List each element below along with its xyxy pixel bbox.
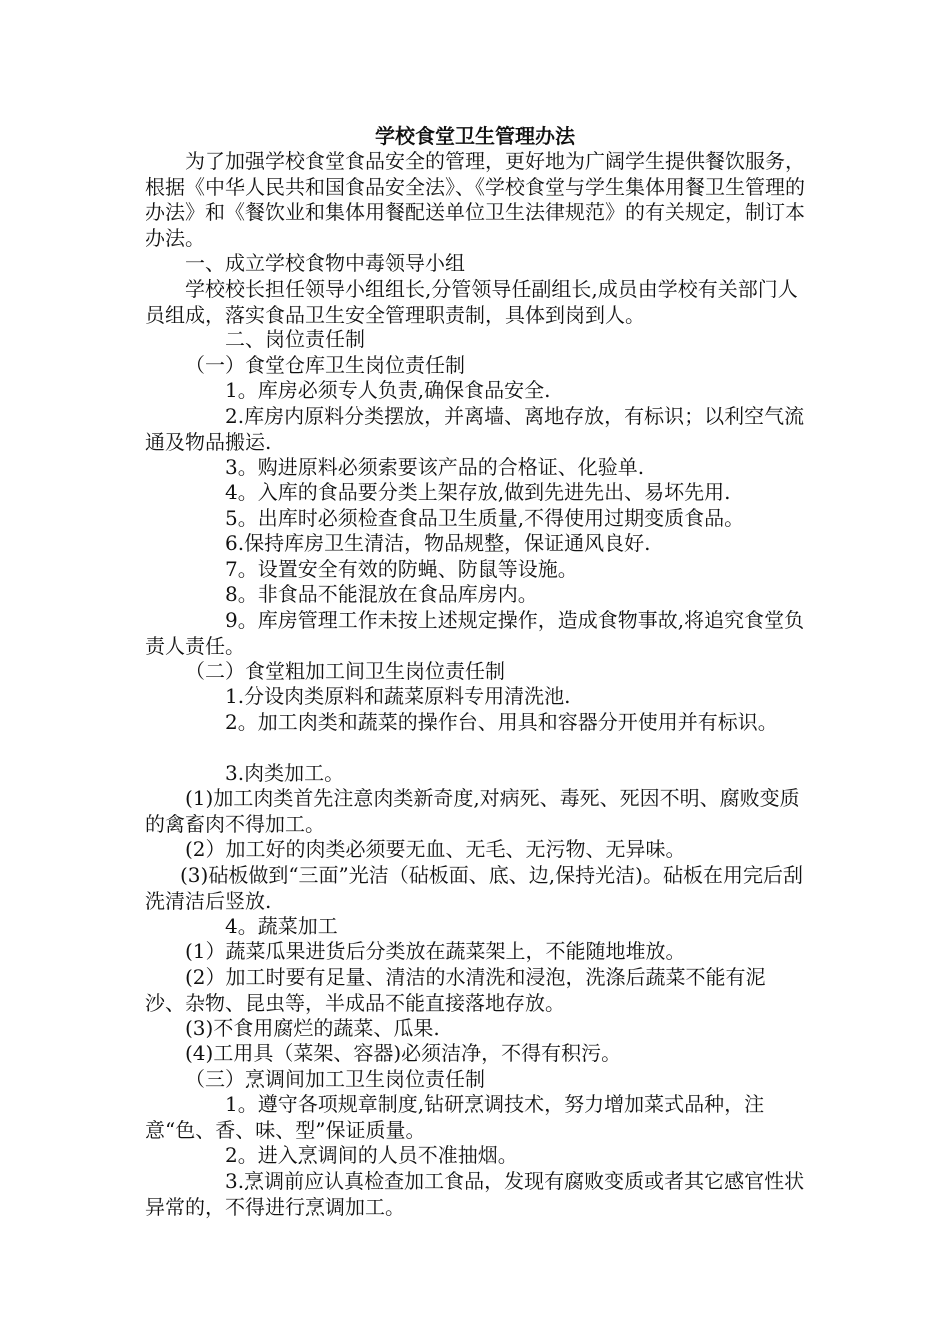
section-heading-2: 二、岗位责任制: [225, 327, 365, 351]
list-item: 1。遵守各项规章制度,钻研烹调技术，努力增加菜式品种，注意“色、香、味、型”保证质量。: [145, 1092, 765, 1142]
list-item: 2.库房内原料分类摆放，并离墙、离地存放，有标识；以利空气流通及物品搬运.: [145, 404, 805, 454]
paragraph-section-1: 学校校长担任领导小组组长,分管领导任副组长,成员由学校有关部门人员组成，落实食品卫生安全管理职责制，具体到岗到人。: [145, 277, 798, 327]
list-item: 9。库房管理工作未按上述规定操作，造成食物事故,将追究食堂负责人责任。: [145, 608, 805, 658]
paragraph-intro: 为了加强学校食堂食品安全的管理，更好地为广阔学生提供餐饮服务，根据《中华人民共和国食品安全法》、《学校食堂与学生集体用餐卫生管理的办法》和《餐饮业和集体用餐配送单位卫生法律规范》的有关规定，制订本办法。: [145, 149, 805, 250]
list-item: (1)加工肉类首先注意肉类新奇度,对病死、毒死、死因不明、腐败变质的禽畜肉不得加工。: [145, 786, 800, 836]
list-item: (2）加工好的肉类必须要无血、无毛、无污物、无异味。: [185, 837, 686, 861]
list-item: 2。加工肉类和蔬菜的操作台、用具和容器分开使用并有标识。: [225, 710, 778, 734]
list-item: 4。蔬菜加工: [225, 914, 338, 938]
list-item: 3.烹调前应认真检查加工食品，发现有腐败变质或者其它感官性状异常的，不得进行烹调加工。: [145, 1169, 805, 1219]
list-item: (2）加工时要有足量、清洁的水清洗和浸泡，洗涤后蔬菜不能有泥沙、杂物、昆虫等，半成品不能直接落地存放。: [145, 965, 766, 1015]
list-item: (3)不食用腐烂的蔬菜、瓜果.: [185, 1016, 440, 1040]
list-item: (4)工用具（菜架、容器)必须洁净，不得有积污。: [185, 1041, 622, 1065]
list-item: 3。购进原料必须索要该产品的合格证、化验单.: [225, 455, 645, 479]
section-heading-1: 一、成立学校食物中毒领导小组: [185, 251, 465, 275]
list-item: 1.分设肉类原料和蔬菜原料专用清洗池.: [225, 684, 571, 708]
subsection-heading-3: （三）烹调间加工卫生岗位责任制: [185, 1067, 485, 1091]
document-title: 学校食堂卫生管理办法: [375, 124, 575, 148]
list-item: 1。库房必须专人负责,确保食品安全.: [225, 378, 551, 402]
subsection-heading-2: （二）食堂粗加工间卫生岗位责任制: [185, 659, 505, 683]
list-item: 5。出库时必须检查食品卫生质量,不得使用过期变质食品。: [225, 506, 745, 530]
list-item: 8。非食品不能混放在食品库房内。: [225, 582, 538, 606]
list-item: 2。进入烹调间的人员不准抽烟。: [225, 1143, 518, 1167]
list-item: (1）蔬菜瓜果进货后分类放在蔬菜架上，不能随地堆放。: [185, 939, 686, 963]
list-item: 6.保持库房卫生清洁，物品规整，保证通风良好.: [225, 531, 651, 555]
list-item: 7。设置安全有效的防蝇、防鼠等设施。: [225, 557, 578, 581]
list-item: (3)砧板做到“三面”光洁（砧板面、底、边,保持光洁)。砧板在用完后刮洗清洁后竖放.: [145, 863, 803, 913]
list-item: 3.肉类加工。: [225, 761, 345, 785]
list-item: 4。入库的食品要分类上架存放,做到先进先出、易坏先用.: [225, 480, 731, 504]
subsection-heading-1: （一）食堂仓库卫生岗位责任制: [185, 353, 465, 377]
